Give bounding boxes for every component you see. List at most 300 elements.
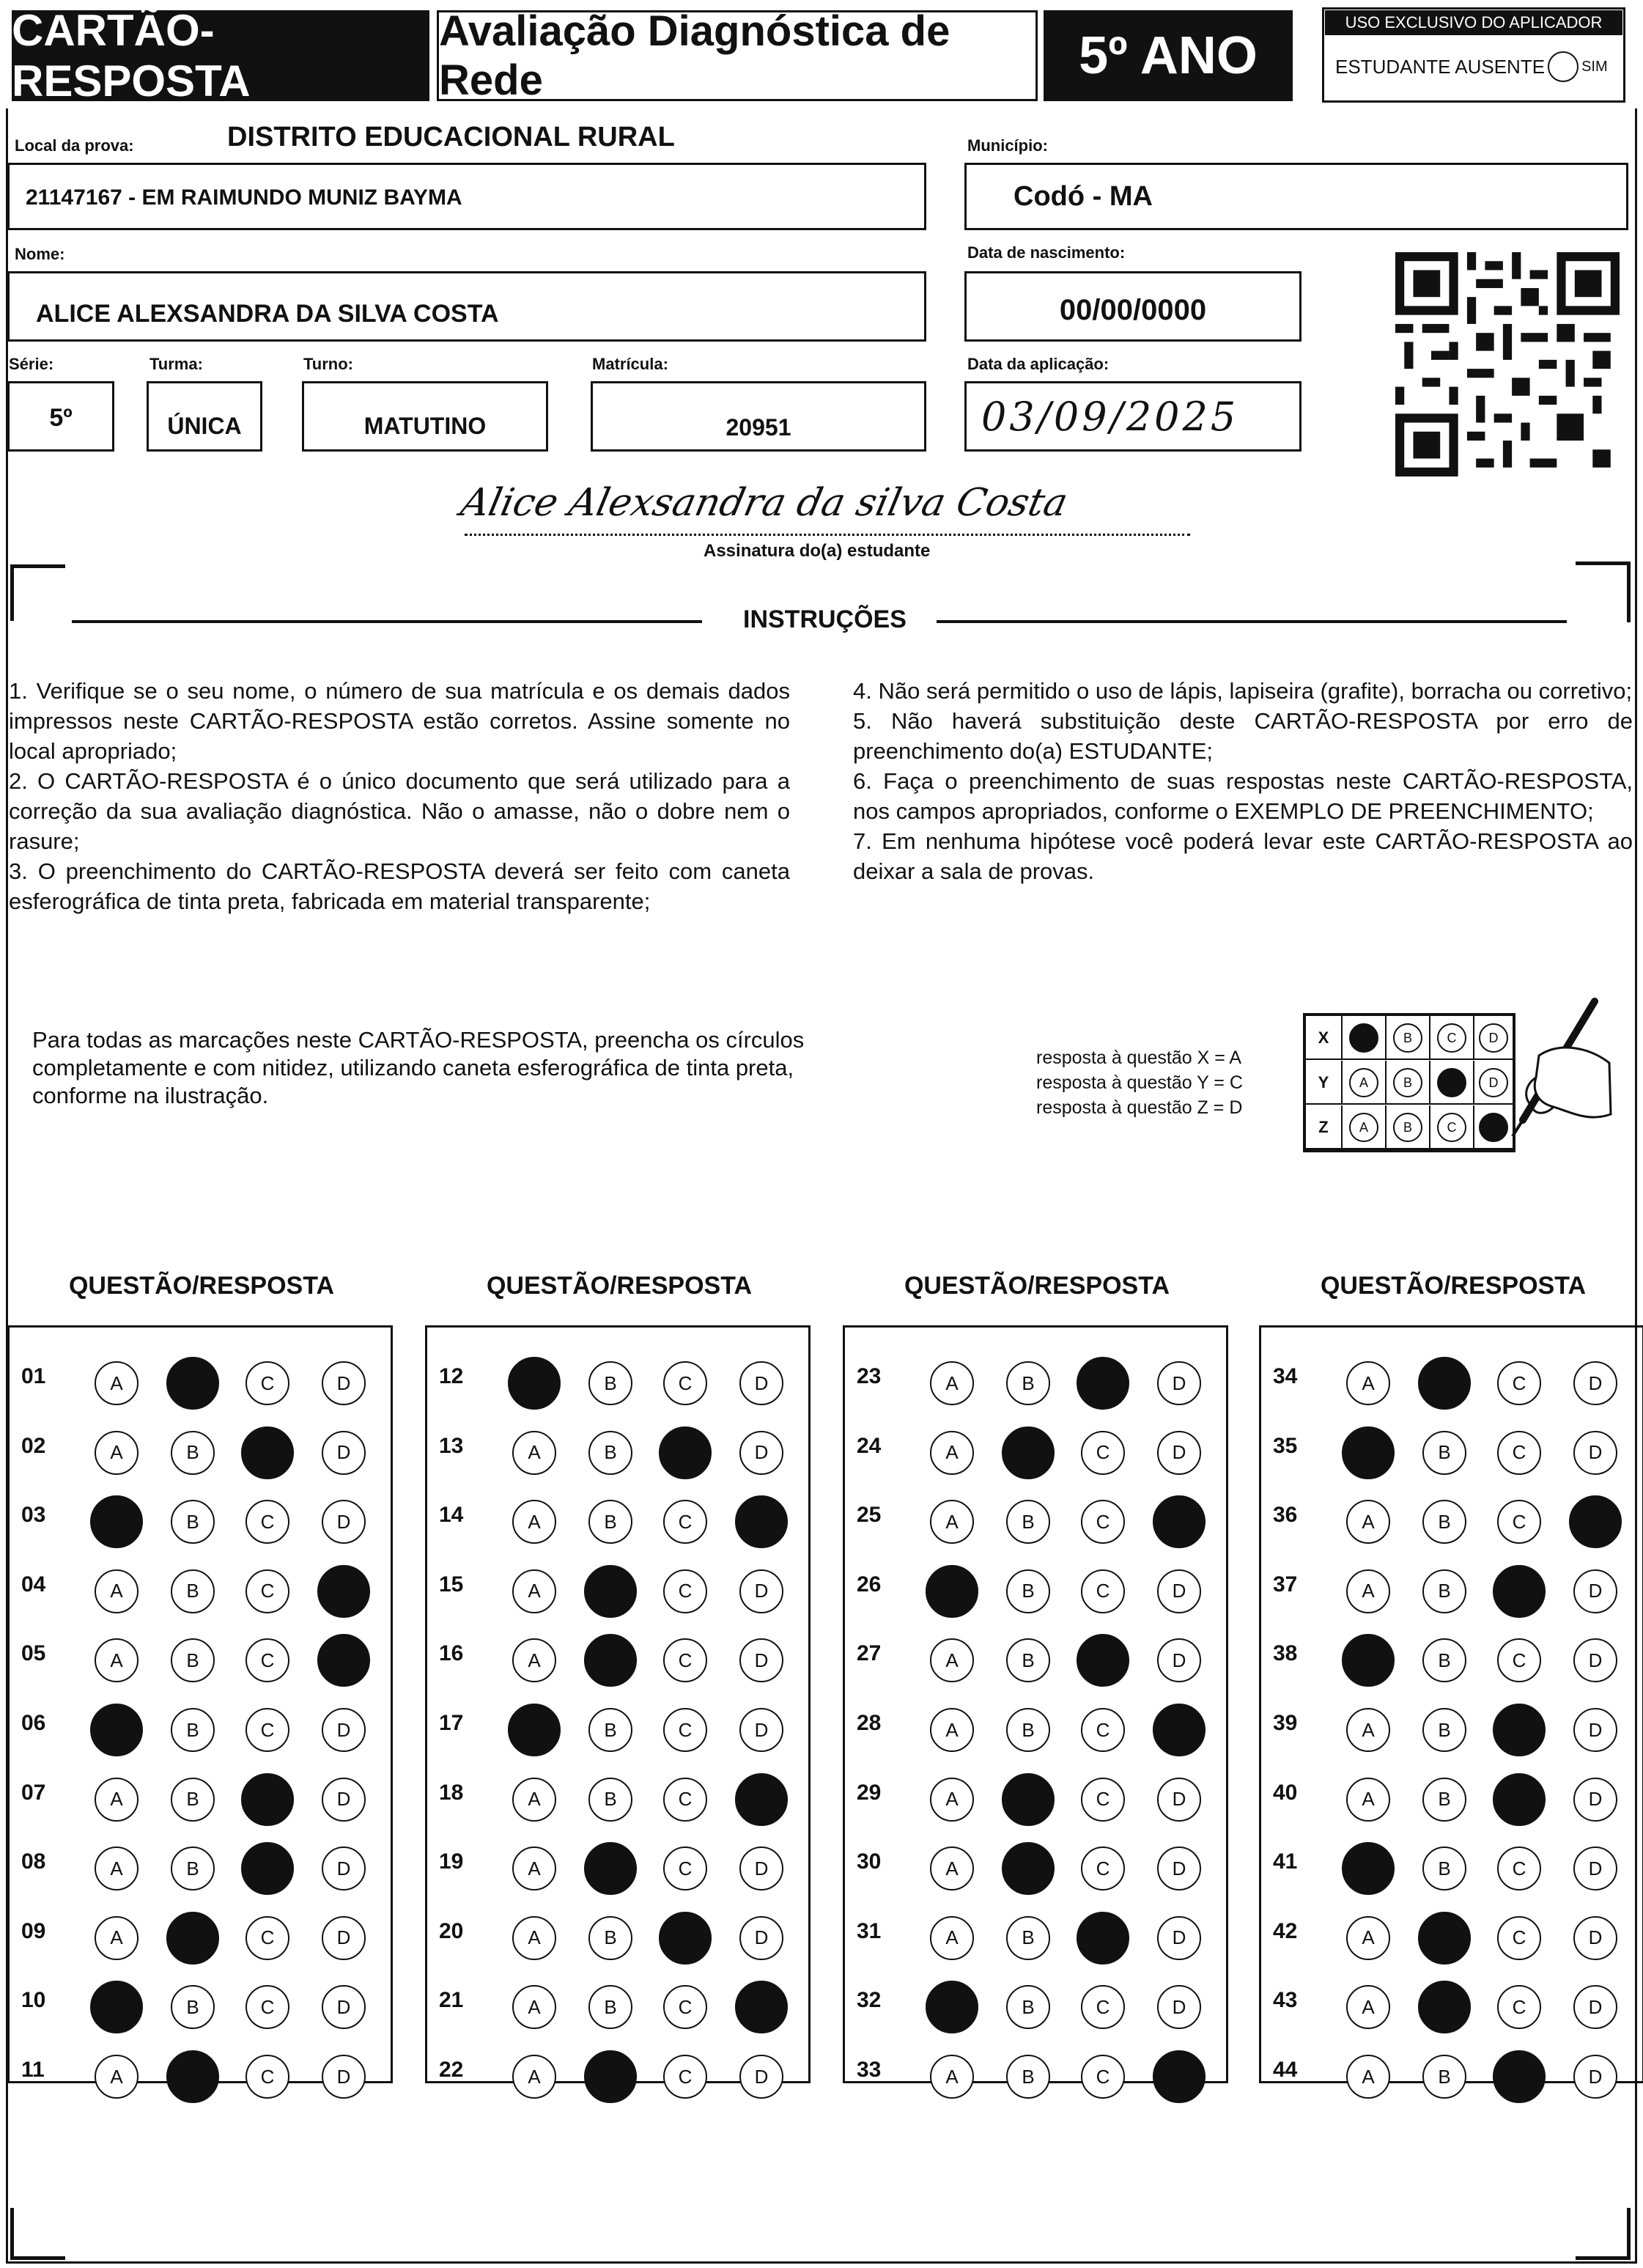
question-number: 23 [857,1364,882,1388]
answer-bubble-c[interactable]: C [663,1569,707,1613]
question-number: 24 [857,1433,882,1458]
instruction-5: 5. Não haverá substituição deste CARTÃO-RESPOSTA por erro de preenchimento do(a) ESTUDANTE; [853,708,1633,764]
answer-bubble-a[interactable]: A [1346,1500,1390,1544]
answer-bubble-c[interactable]: C [245,1361,289,1405]
answer-row [845,1766,1226,1835]
answer-bubble-a[interactable]: A [508,1357,561,1410]
answer-bubble-d[interactable]: D [739,1431,783,1475]
instruction-2: 2. O CARTÃO-RESPOSTA é o único documento que será utilizado para a correção da sua avaliação diagnóstica. Não o amasse, não o dobre nem o rasure; [9,768,790,854]
question-number: 26 [857,1572,882,1597]
answer-bubble-c[interactable]: C [1081,2055,1125,2099]
answer-bubble-d[interactable]: D [1573,2055,1617,2099]
instructions-heading: INSTRUÇÕES [743,605,907,633]
answer-bubble-a[interactable]: A [90,1981,143,2033]
example-cell [1387,1061,1430,1105]
answer-bubble-c[interactable]: C [663,1361,707,1405]
answer-bubble-d[interactable]: D [1157,1569,1201,1613]
answer-bubble-c[interactable]: C [1081,1985,1125,2029]
question-number: 06 [21,1711,46,1735]
answer-bubble-a[interactable]: A [512,1847,556,1890]
answer-bubble-c[interactable]: C [1493,1773,1546,1826]
matricula-label: Matrícula: [592,355,668,373]
answer-row [845,1419,1226,1488]
answer-bubble-c[interactable]: C [245,1500,289,1544]
answer-bubble-b[interactable]: B [588,1708,632,1752]
question-number: 19 [439,1849,464,1874]
answer-bubble-a[interactable]: A [512,1431,556,1475]
answer-row [1261,1973,1642,2042]
question-number: 30 [857,1849,882,1874]
answer-bubble-a[interactable]: A [508,1704,561,1756]
answer-row [427,1558,808,1627]
answer-bubble-d[interactable]: D [1157,1431,1201,1475]
answer-bubble-a[interactable]: A [930,1847,974,1890]
answer-bubble-d[interactable]: D [322,2055,366,2099]
answer-bubble-c[interactable]: C [659,1912,712,1965]
answer-bubble-c[interactable]: C [1077,1912,1129,1965]
question-number: 34 [1273,1364,1298,1388]
answer-bubble-a[interactable]: A [1342,1842,1395,1895]
answer-bubble-c[interactable]: C [1081,1431,1125,1475]
answer-bubble-d[interactable]: D [1153,2050,1206,2103]
answer-bubble-b[interactable]: B [1422,1500,1466,1544]
answer-bubble-a[interactable]: A [930,1708,974,1752]
answer-bubble-c[interactable]: C [241,1773,294,1826]
question-number: 15 [439,1572,464,1597]
absent-field[interactable] [1335,51,1608,82]
answer-bubble-c[interactable]: C [663,1778,707,1822]
answer-row [10,1696,391,1765]
answer-bubble-c[interactable]: C [245,1708,289,1752]
answer-bubble-b[interactable]: B [1002,1842,1055,1895]
answer-bubble-b[interactable]: B [588,1778,632,1822]
answer-bubble-a[interactable]: A [95,1778,139,1822]
answer-bubble-c[interactable]: C [1081,1778,1125,1822]
corner-mark-bottom-left [10,2208,65,2260]
example-cell [1343,1105,1387,1149]
answer-row [1261,2043,1642,2112]
question-number: 12 [439,1364,464,1388]
answer-bubble-c[interactable]: C [1493,1565,1546,1618]
exam-subtitle: Avaliação Diagnóstica de Rede [437,10,1038,101]
answer-bubble-b[interactable]: B [1006,2055,1050,2099]
question-number: 29 [857,1780,882,1805]
answer-bubble-d[interactable]: D [739,1847,783,1890]
answer-bubble-b[interactable]: B [1418,1912,1471,1965]
answer-bubble-d[interactable]: D [322,1708,366,1752]
example-bubble-d: D [1479,1068,1508,1097]
example-bubble-c: C [1437,1113,1466,1142]
example-bubble-d: D [1479,1023,1508,1053]
answer-bubble-a[interactable]: A [95,1361,139,1405]
question-number: 03 [21,1503,46,1528]
answer-bubble-a[interactable]: A [512,1638,556,1682]
answer-bubble-a[interactable]: A [1342,1426,1395,1479]
answer-bubble-b[interactable]: B [584,1565,637,1618]
answer-row [427,1488,808,1557]
answer-bubble-d[interactable]: D [1157,1361,1201,1405]
question-number: 39 [1273,1711,1298,1735]
example-legend [1036,1045,1243,1120]
answer-bubble-c[interactable]: C [663,1708,707,1752]
question-number: 44 [1273,2058,1298,2082]
nome-value: ALICE ALEXSANDRA DA SILVA COSTA [36,300,499,328]
answer-bubble-b[interactable]: B [1422,1778,1466,1822]
answer-bubble-a[interactable]: A [512,1569,556,1613]
serie-label: Série: [9,355,54,373]
answer-bubble-c[interactable]: C [663,2055,707,2099]
answer-row [427,1835,808,1904]
answer-bubble-a[interactable]: A [90,1704,143,1756]
aplicacao-value: 03/09/2025 [981,394,1239,440]
answer-bubble-d[interactable]: D [1153,1495,1206,1548]
nome-label: Nome: [15,245,65,263]
answer-bubble-b[interactable]: B [171,1778,215,1822]
answer-row [427,1419,808,1488]
answer-bubble-d[interactable]: D [1573,1708,1617,1752]
answer-bubble-c[interactable]: C [663,1500,707,1544]
answer-bubble-d[interactable]: D [317,1634,370,1687]
answer-bubble-d[interactable]: D [735,1773,788,1826]
question-number: 38 [1273,1641,1298,1666]
corner-mark-bottom-right [1576,2208,1631,2260]
matricula-field [591,381,926,452]
absent-label: ESTUDANTE AUSENTE [1335,55,1546,78]
answer-bubble-d[interactable]: D [739,1916,783,1960]
answer-bubble-d[interactable]: D [739,1708,783,1752]
answer-bubble-c[interactable]: C [1497,1638,1541,1682]
answer-bubble-c[interactable]: C [1497,1361,1541,1405]
instructions-rule-left [72,620,702,623]
answer-row [845,1350,1226,1418]
example-bubble-b: B [1393,1068,1422,1097]
answer-row [10,1835,391,1904]
answer-bubble-d[interactable]: D [739,2055,783,2099]
answer-row [427,1627,808,1696]
question-number: 27 [857,1641,882,1666]
answer-column-header: QUESTÃO/RESPOSTA [68,1272,335,1300]
answer-row [1261,1627,1642,1696]
answer-row [10,1350,391,1418]
instruction-6: 6. Faça o preenchimento de suas respostas neste CARTÃO-RESPOSTA, nos campos apropriados, conforme o EXEMPLO DE PREENCHIMENTO; [853,768,1633,824]
answer-bubble-b[interactable]: B [171,1638,215,1682]
answer-bubble-a[interactable]: A [95,1431,139,1475]
answer-bubble-c[interactable]: C [241,1842,294,1895]
answer-bubble-b[interactable]: B [1006,1500,1050,1544]
answer-bubble-d[interactable]: D [1573,1916,1617,1960]
instructions-left [9,676,790,916]
answer-bubble-d[interactable]: D [322,1778,366,1822]
example-question-label: X [1306,1016,1343,1060]
answer-bubble-b[interactable]: B [1422,2055,1466,2099]
answer-bubble-b[interactable]: B [584,1634,637,1687]
answer-bubble-a[interactable]: A [1346,1985,1390,2029]
answer-bubble-b[interactable]: B [171,1569,215,1613]
answer-bubble-b[interactable]: B [1422,1431,1466,1475]
question-number: 02 [21,1433,46,1458]
pen-hand-illustration [1466,997,1612,1151]
signature-label: Assinatura do(a) estudante [704,541,931,561]
answer-bubble-b[interactable]: B [588,1431,632,1475]
answer-bubble-d[interactable]: D [322,1361,366,1405]
question-number: 07 [21,1780,46,1805]
turno-field [302,381,548,452]
answer-bubble-c[interactable]: C [1081,1569,1125,1613]
answer-row [1261,1904,1642,1973]
answer-bubble-d[interactable]: D [1157,1916,1201,1960]
instruction-4: 4. Não será permitido o uso de lápis, lapiseira (grafite), borracha ou corretivo; [853,678,1633,704]
example-cell [1343,1016,1387,1060]
example-question-label: Z [1306,1105,1343,1149]
instructions-right [853,676,1633,886]
answer-bubble-a[interactable]: A [512,1778,556,1822]
answer-bubble-c[interactable]: C [663,1847,707,1890]
answer-bubble-b[interactable]: B [171,1500,215,1544]
answer-bubble-c[interactable]: C [1497,1916,1541,1960]
answer-bubble-a[interactable]: A [930,1500,974,1544]
answer-bubble-d[interactable]: D [317,1565,370,1618]
answer-bubble-b[interactable]: B [171,1708,215,1752]
question-number: 13 [439,1433,464,1458]
answer-row [1261,1835,1642,1904]
example-question-label: Y [1306,1061,1343,1105]
answer-bubble-b[interactable]: B [1002,1426,1055,1479]
answer-row [1261,1696,1642,1765]
question-number: 10 [21,1988,46,2013]
turno-label: Turno: [303,355,354,373]
answer-bubble-c[interactable]: C [1081,1847,1125,1890]
answer-row [845,1488,1226,1557]
answer-bubble-a[interactable]: A [512,1500,556,1544]
answer-bubble-d[interactable]: D [739,1361,783,1405]
answer-bubble-b[interactable]: B [1006,1916,1050,1960]
answer-bubble-d[interactable]: D [322,1500,366,1544]
answer-bubble-d[interactable]: D [1573,1985,1617,2029]
answer-bubble-a[interactable]: A [930,2055,974,2099]
answer-bubble-d[interactable]: D [322,1985,366,2029]
answer-bubble-a[interactable]: A [95,1916,139,1960]
answer-bubble-c[interactable]: C [1497,1985,1541,2029]
answer-bubble-b[interactable]: B [1422,1847,1466,1890]
answer-panel [843,1325,1228,2090]
answer-bubble-b[interactable]: B [1422,1708,1466,1752]
answer-bubble-b[interactable]: B [1006,1638,1050,1682]
answer-bubble-c[interactable]: C [1081,1500,1125,1544]
local-value: 21147167 - EM RAIMUNDO MUNIZ BAYMA [26,185,462,210]
question-number: 25 [857,1503,882,1528]
answer-bubble-b[interactable]: B [584,1842,637,1895]
card-title: CARTÃO-RESPOSTA [12,10,429,101]
example-cell [1387,1016,1430,1060]
question-number: 32 [857,1988,882,2013]
answer-bubble-b[interactable]: B [166,2050,219,2103]
answer-bubble-a[interactable]: A [930,1431,974,1475]
answer-bubble-b[interactable]: B [171,1847,215,1890]
example-text: Para todas as marcações neste CARTÃO-RESPOSTA, preencha os círculos completamente e com nitidez, utilizando caneta esferográfica de tinta preta, conforme na ilustração. [32,1027,805,1108]
answer-column-header: QUESTÃO/RESPOSTA [1320,1272,1587,1300]
question-number: 41 [1273,1849,1298,1874]
answer-bubble-c[interactable]: C [1081,1708,1125,1752]
municipio-field [964,163,1628,230]
answer-bubble-b[interactable]: B [1006,1569,1050,1613]
answer-bubble-a[interactable]: A [1342,1634,1395,1687]
answer-bubble-d[interactable]: D [1573,1361,1617,1405]
answer-bubble-a[interactable]: A [1346,2055,1390,2099]
nascimento-field [964,271,1302,342]
answer-row [10,1558,391,1627]
answer-bubble-c[interactable]: C [245,1569,289,1613]
answer-bubble-d[interactable]: D [1157,1778,1201,1822]
answer-bubble-b[interactable]: B [584,2050,637,2103]
answer-bubble-b[interactable]: B [171,1985,215,2029]
answer-bubble-a[interactable]: A [95,1847,139,1890]
answer-bubble-b[interactable]: B [1422,1638,1466,1682]
nome-field [7,271,926,342]
question-number: 37 [1273,1572,1298,1597]
answer-bubble-a[interactable]: A [930,1778,974,1822]
answer-bubble-c[interactable]: C [1077,1357,1129,1410]
example-bubble-a: A [1349,1113,1378,1142]
answer-bubble-a[interactable]: A [1346,1778,1390,1822]
answer-bubble-b[interactable]: B [1418,1357,1471,1410]
answer-bubble-c[interactable]: C [663,1985,707,2029]
turma-value: ÚNICA [167,413,242,439]
answer-bubble-b[interactable]: B [1006,1985,1050,2029]
answer-bubble-c[interactable]: C [1077,1634,1129,1687]
answer-bubble-a[interactable]: A [1346,1569,1390,1613]
answer-bubble-d[interactable]: D [1573,1638,1617,1682]
answer-bubble-d[interactable]: D [1573,1847,1617,1890]
answer-bubble-a[interactable]: A [926,1565,978,1618]
answer-bubble-d[interactable]: D [1573,1431,1617,1475]
answer-bubble-d[interactable]: D [1573,1569,1617,1613]
qr-code [1395,249,1620,479]
answer-row [1261,1419,1642,1488]
answer-bubble-a[interactable]: A [95,1638,139,1682]
answer-bubble-a[interactable]: A [930,1638,974,1682]
answer-row [427,1696,808,1765]
answer-bubble-d[interactable]: D [739,1569,783,1613]
answer-bubble-b[interactable]: B [1418,1981,1471,2033]
turma-field [147,381,262,452]
example-bubble-b: B [1393,1113,1422,1142]
answer-bubble-c[interactable]: C [1493,1704,1546,1756]
local-district: DISTRITO EDUCACIONAL RURAL [227,122,675,152]
answer-bubble-d[interactable]: D [1157,1638,1201,1682]
corner-mark-top-right [1576,562,1631,622]
applicator-box-title: USO EXCLUSIVO DO APLICADOR [1325,10,1622,35]
answer-bubble-b[interactable]: B [1422,1569,1466,1613]
answer-bubble-c[interactable]: C [1497,1847,1541,1890]
answer-bubble-d[interactable]: D [735,1981,788,2033]
answer-bubble-c[interactable]: C [1497,1431,1541,1475]
answer-bubble-d[interactable]: D [322,1916,366,1960]
answer-bubble-a[interactable]: A [95,2055,139,2099]
answer-bubble-d[interactable]: D [1157,1985,1201,2029]
answer-bubble-c[interactable]: C [245,1985,289,2029]
municipio-value: Codó - MA [1014,181,1153,212]
answer-bubble-d[interactable]: D [1573,1778,1617,1822]
question-number: 01 [21,1364,46,1388]
answer-bubble-c[interactable]: C [245,1916,289,1960]
answer-bubble-b[interactable]: B [1006,1361,1050,1405]
aplicacao-field [964,381,1302,452]
signature-line [465,534,1190,536]
answer-row [10,1973,391,2042]
question-number: 43 [1273,1988,1298,2013]
answer-bubble-a[interactable]: A [930,1916,974,1960]
question-number: 05 [21,1641,46,1666]
answer-bubble-c[interactable]: C [1493,2050,1546,2103]
answer-bubble-d[interactable]: D [1569,1495,1622,1548]
answer-panel [425,1325,811,2090]
answer-row [1261,1350,1642,1418]
answer-bubble-a[interactable]: A [90,1495,143,1548]
answer-bubble-d[interactable]: D [1157,1847,1201,1890]
answer-bubble-a[interactable]: A [930,1361,974,1405]
local-field [7,163,926,230]
answer-bubble-d[interactable]: D [1153,1704,1206,1756]
answer-bubble-a[interactable]: A [926,1981,978,2033]
question-number: 21 [439,1988,464,2013]
answer-row [845,1558,1226,1627]
answer-bubble-d[interactable]: D [322,1431,366,1475]
signature-handwriting: Alice Alexsandra da silva Costa [457,481,1072,525]
answer-bubble-a[interactable]: A [512,1916,556,1960]
example-bubble-b: B [1393,1023,1422,1053]
answer-bubble-b[interactable]: B [1002,1773,1055,1826]
absent-bubble[interactable] [1548,51,1579,82]
answer-bubble-b[interactable]: B [588,1985,632,2029]
absent-option: SIM [1581,58,1608,75]
answer-row [845,2043,1226,2112]
answer-bubble-b[interactable]: B [588,1500,632,1544]
answer-bubble-c[interactable]: C [663,1638,707,1682]
answer-bubble-a[interactable]: A [1346,1361,1390,1405]
answer-bubble-b[interactable]: B [588,1361,632,1405]
answer-bubble-b[interactable]: B [1006,1708,1050,1752]
answer-bubble-c[interactable]: C [245,2055,289,2099]
answer-bubble-a[interactable]: A [512,2055,556,2099]
answer-bubble-a[interactable]: A [95,1569,139,1613]
answer-bubble-a[interactable]: A [1346,1708,1390,1752]
turno-value: MATUTINO [363,413,487,439]
answer-bubble-d[interactable]: D [735,1495,788,1548]
answer-bubble-c[interactable]: C [245,1638,289,1682]
answer-bubble-b[interactable]: B [588,1916,632,1960]
answer-bubble-d[interactable]: D [739,1638,783,1682]
answer-bubble-c[interactable]: C [241,1426,294,1479]
question-number: 16 [439,1641,464,1666]
answer-row [10,1904,391,1973]
answer-row [845,1904,1226,1973]
grade-label: 5º ANO [1044,10,1293,101]
answer-row [427,1904,808,1973]
answer-bubble-c[interactable]: C [1497,1500,1541,1544]
turma-label: Turma: [149,355,203,373]
answer-bubble-a[interactable]: A [512,1985,556,2029]
question-number: 31 [857,1918,882,1943]
nascimento-label: Data de nascimento: [967,243,1126,262]
answer-bubble-d[interactable]: D [322,1847,366,1890]
question-number: 28 [857,1711,882,1735]
answer-bubble-c[interactable]: C [659,1426,712,1479]
answer-bubble-b[interactable]: B [171,1431,215,1475]
answer-bubble-b[interactable]: B [166,1357,219,1410]
example-legend-z: resposta à questão Z = D [1036,1097,1243,1118]
answer-bubble-a[interactable]: A [1346,1916,1390,1960]
answer-bubble-b[interactable]: B [166,1912,219,1965]
